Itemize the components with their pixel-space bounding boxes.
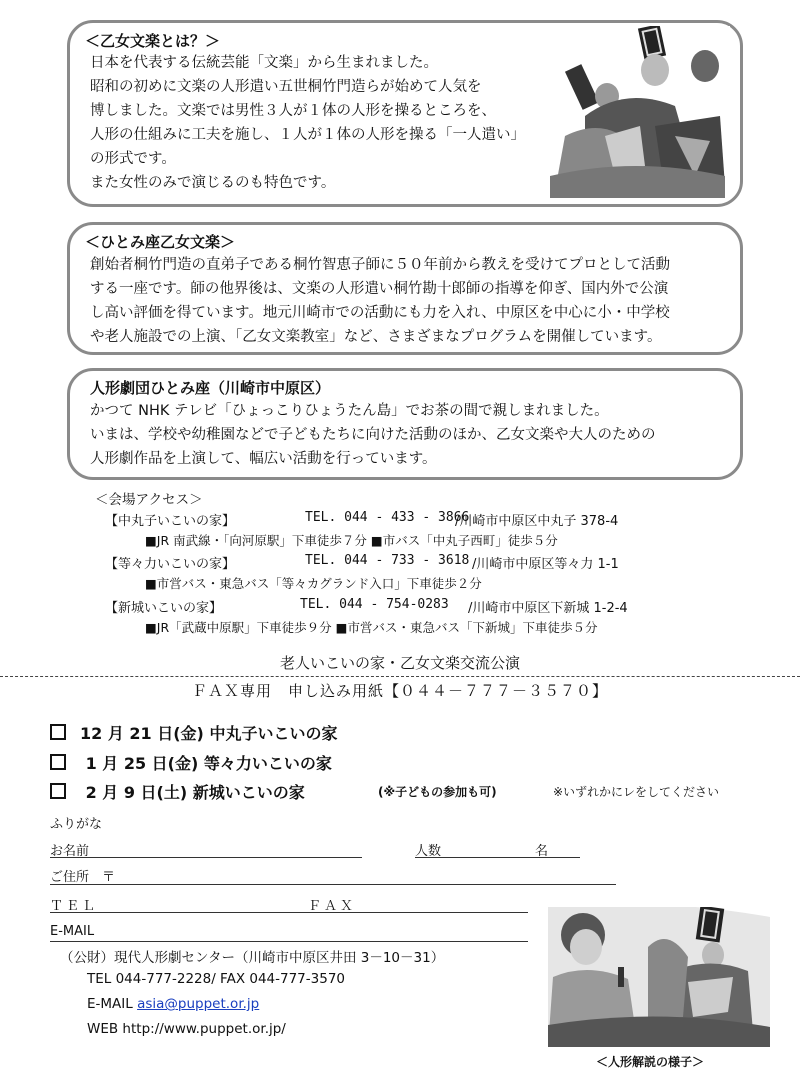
org-web: WEB http://www.puppet.or.jp/ <box>87 1021 286 1037</box>
tel-fax-field[interactable] <box>50 912 528 913</box>
name-label: お名前 <box>50 844 90 859</box>
furigana-label: ふりがな <box>50 817 103 832</box>
hitomiza-otome-line: する一座です。師の他界後は、文楽の人形遣い桐竹勘十郎師の指導を仰ぎ、国内外で公演 <box>90 281 669 297</box>
venue-tel: TEL. 044 - 754-0283 <box>300 597 449 612</box>
photo-caption: ＜人形解説の様子＞ <box>596 1055 705 1069</box>
date-option-label: 1 月 25 日(金) 等々力いこいの家 <box>80 754 332 773</box>
intro-line: また女性のみで演じるのも特色です。 <box>90 175 336 191</box>
checkbox[interactable] <box>50 783 66 799</box>
fax-form-title: ＦＡＸ専用 申し込み用紙【０４４－７７７－３５７０】 <box>191 682 608 700</box>
venue-route: ■市営バス・東急バス「等々カグランド入口」下車徒歩２分 <box>145 576 482 591</box>
intro-line: 人形の仕組みに工夫を施し、１人が１体の人形を操る「一人遣い」 <box>90 127 525 143</box>
intro-line: の形式です。 <box>90 151 176 167</box>
org-tel-fax: TEL 044-777-2228/ FAX 044-777-3570 <box>87 971 345 987</box>
event-title: 老人いこいの家・乙女文楽交流公演 <box>279 654 520 672</box>
org-email <box>87 996 259 1012</box>
email-label: E-MAIL <box>50 924 95 939</box>
venue-name: 【新城いこいの家】 <box>105 601 223 616</box>
count-label: 人数 <box>415 844 442 859</box>
email-field[interactable] <box>50 941 528 942</box>
venue-name: 【中丸子いこいの家】 <box>105 514 236 529</box>
hitomiza-troupe-line: 人形劇作品を上演して、幅広い活動を行っています。 <box>90 451 437 467</box>
venue-tel: TEL. 044 - 733 - 3618 <box>305 553 470 568</box>
date-option-label: 2 月 9 日(土) 新城いこいの家 <box>80 783 305 802</box>
cut-line <box>0 676 800 677</box>
tel-label: ＴＥＬ <box>50 899 99 914</box>
venue-address: /川崎市中原区下新城 1-2-4 <box>468 601 628 616</box>
intro-line: 博しました。文楽では男性３人が１体の人形を操るところを、 <box>90 103 496 119</box>
email-link[interactable]: asia@puppet.or.jp <box>137 996 260 1012</box>
count-unit: 名 <box>535 844 549 859</box>
date-option-label: 12 月 21 日(金) 中丸子いこいの家 <box>80 724 338 743</box>
count-field[interactable] <box>415 857 580 858</box>
venue-address: /川崎市中原区等々力 1-1 <box>472 557 619 572</box>
hitomiza-troupe-title: 人形劇団ひとみ座（川崎市中原区） <box>90 379 331 397</box>
hitomiza-troupe-line: いまは、学校や幼稚園などで子どもたちに向けた活動のほか、乙女文楽や大人のための <box>90 427 656 443</box>
intro-line: 昭和の初めに文楽の人形遣い五世桐竹門造らが始めて人気を <box>90 79 482 95</box>
address-field[interactable] <box>50 884 616 885</box>
name-field[interactable] <box>50 857 362 858</box>
venue-tel: TEL. 044 - 433 - 3866 <box>305 510 470 525</box>
checkbox[interactable] <box>50 724 66 740</box>
checkbox[interactable] <box>50 754 66 770</box>
kids-note: (※子どもの参加も可) <box>378 785 497 799</box>
venue-name: 【等々力いこいの家】 <box>105 557 236 572</box>
hitomiza-otome-line: し高い評価を得ています。地元川崎市での活動にも力を入れ、中原区を中心に小・中学校 <box>90 305 670 321</box>
date-option-shinjo[interactable] <box>50 780 305 803</box>
access-heading: ＜会場アクセス＞ <box>95 492 203 508</box>
org-email-label: E-MAIL <box>87 996 138 1012</box>
date-option-todoroki[interactable] <box>50 751 332 774</box>
venue-route: ■JR 南武線・「向河原駅」下車徒歩７分 ■市バス「中丸子西町」徒歩５分 <box>145 533 558 548</box>
fax-label: ＦＡＸ <box>308 899 357 914</box>
intro-title: ＜乙女文楽とは？＞ <box>85 32 221 50</box>
hitomiza-otome-line: や老人施設での上演、「乙女文楽教室」など、さまざまなプログラムを開催しています。 <box>90 329 662 345</box>
organization: （公財）現代人形劇センター（川崎市中原区井田 3－10－31） <box>60 950 445 966</box>
date-option-nakamaruko[interactable] <box>50 721 337 744</box>
check-instruction: ※いずれかにレをしてください <box>553 785 720 799</box>
intro-line: 日本を代表する伝統芸能「文楽」から生まれました。 <box>90 55 438 71</box>
puppet-explanation-photo <box>548 907 770 1047</box>
puppet-performance-photo <box>545 26 730 198</box>
venue-route: ■JR「武蔵中原駅」下車徒歩９分 ■市営バス・東急バス「下新城」下車徒歩５分 <box>145 620 598 635</box>
hitomiza-troupe-line: かつて NHK テレビ「ひょっこりひょうたん島」でお茶の間で親しまれました。 <box>90 403 609 419</box>
hitomiza-otome-title: ＜ひとみ座乙女文楽＞ <box>85 233 236 251</box>
hitomiza-otome-line: 創始者桐竹門造の直弟子である桐竹智恵子師に５０年前から教えを受けてプロとして活動 <box>90 257 670 273</box>
venue-address: /川崎市中原区中丸子 378-4 <box>455 514 619 529</box>
address-label: ご住所 〒 <box>50 870 116 885</box>
